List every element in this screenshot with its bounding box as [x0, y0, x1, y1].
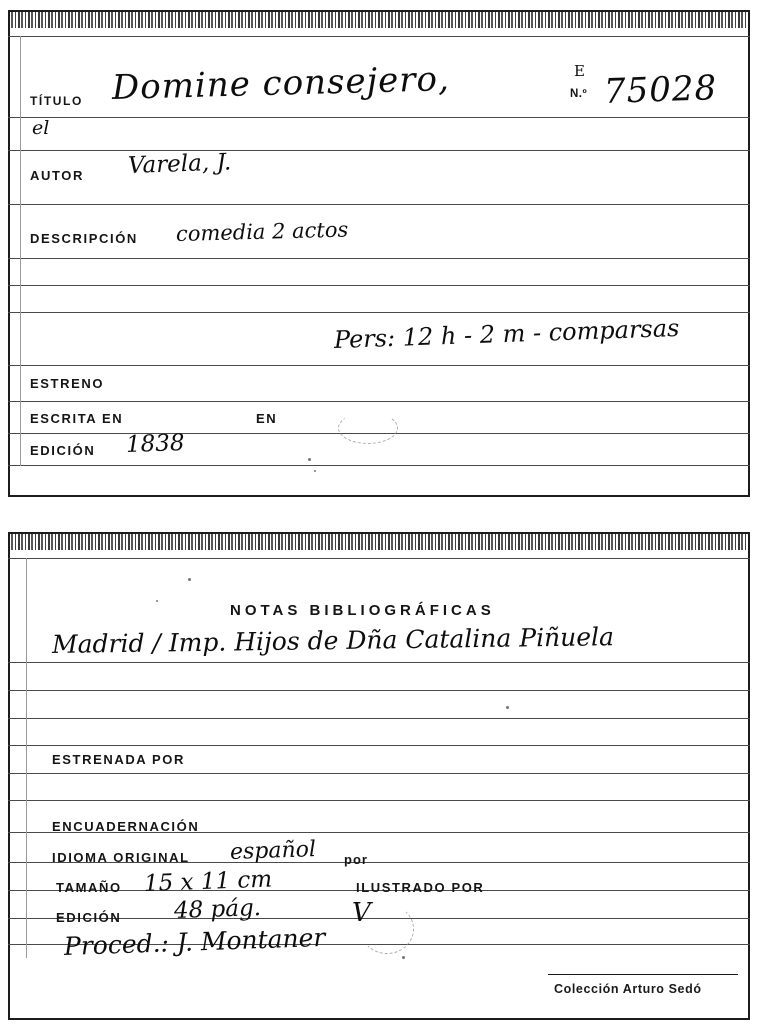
field-value-personajes: Pers: 12 h - 2 m - comparsas [333, 313, 680, 354]
field-value-edicion: 48 pág. [173, 894, 262, 924]
field-label-estrenada-por: ESTRENADA POR [52, 752, 185, 767]
rule-line [8, 718, 750, 719]
field-label-ilustrado-por: ILUSTRADO POR [356, 880, 485, 895]
field-value-numero-prefix: E [574, 62, 585, 80]
rule-line [8, 204, 750, 205]
scan-smudge [338, 412, 398, 444]
rule-line [8, 558, 750, 559]
field-label-descripcion: DESCRIPCIÓN [30, 231, 138, 246]
field-value-edicion: 1838 [125, 429, 185, 458]
left-margin-line [20, 36, 21, 466]
field-label-edicion: EDICIÓN [56, 910, 122, 925]
scan-speck [314, 470, 316, 472]
field-label-en: EN [256, 411, 278, 426]
field-value-titulo: Domine consejero, [111, 59, 451, 108]
field-label-numero: N.º [570, 88, 588, 100]
rule-line [8, 36, 750, 37]
card-back [8, 532, 750, 1020]
rule-line [8, 312, 750, 313]
field-label-titulo: TÍTULO [30, 94, 83, 108]
rule-line [8, 285, 750, 286]
rule-line [8, 662, 750, 663]
rule-line [8, 117, 750, 118]
field-label-escrita-en: ESCRITA EN [30, 411, 124, 426]
scan-speck [308, 458, 311, 461]
field-label-idioma-original: IDIOMA ORIGINAL [52, 850, 190, 865]
field-value-notas: Madrid / Imp. Hijos de Dña Catalina Piñuela [51, 622, 615, 659]
field-value-descripcion: comedia 2 actos [175, 217, 349, 246]
field-value-titulo-article: el [32, 117, 50, 139]
rule-line [8, 690, 750, 691]
field-label-edicion: EDICIÓN [30, 443, 96, 458]
scan-speck [402, 956, 405, 959]
scan-smudge [360, 904, 414, 954]
field-label-estreno: ESTRENO [30, 376, 105, 391]
field-label-por: por [344, 852, 368, 867]
field-value-tamano: 15 x 11 cm [143, 866, 273, 897]
rule-line [8, 365, 750, 366]
field-value-autor: Varela, J. [127, 149, 232, 179]
scan-speck [188, 578, 191, 581]
field-value-numero: 75028 [603, 68, 718, 112]
field-value-procedencia: Proced.: J. Montaner [63, 922, 326, 961]
field-label-encuadernacion: ENCUADERNACIÓN [52, 819, 200, 834]
field-value-idioma-original: español [229, 837, 317, 865]
scan-speck [506, 706, 509, 709]
card-front [8, 10, 750, 497]
rule-line [8, 773, 750, 774]
field-value-edicion-checkmark: V [352, 898, 371, 928]
left-margin-line [26, 558, 27, 958]
card-top-edge-texture [8, 10, 750, 28]
rule-line [8, 401, 750, 402]
rule-line [8, 150, 750, 151]
rule-line [8, 800, 750, 801]
collection-credit: Colección Arturo Sedó [554, 982, 702, 996]
rule-line [8, 745, 750, 746]
section-heading-notas-bibliograficas: NOTAS BIBLIOGRÁFICAS [230, 602, 495, 619]
field-label-autor: AUTOR [30, 168, 84, 183]
field-label-tamano: TAMAÑO [56, 880, 122, 895]
card-top-edge-texture [8, 532, 750, 550]
rule-line [8, 258, 750, 259]
rule-line [8, 465, 750, 466]
credit-underline [548, 974, 738, 975]
scan-speck [156, 600, 158, 602]
